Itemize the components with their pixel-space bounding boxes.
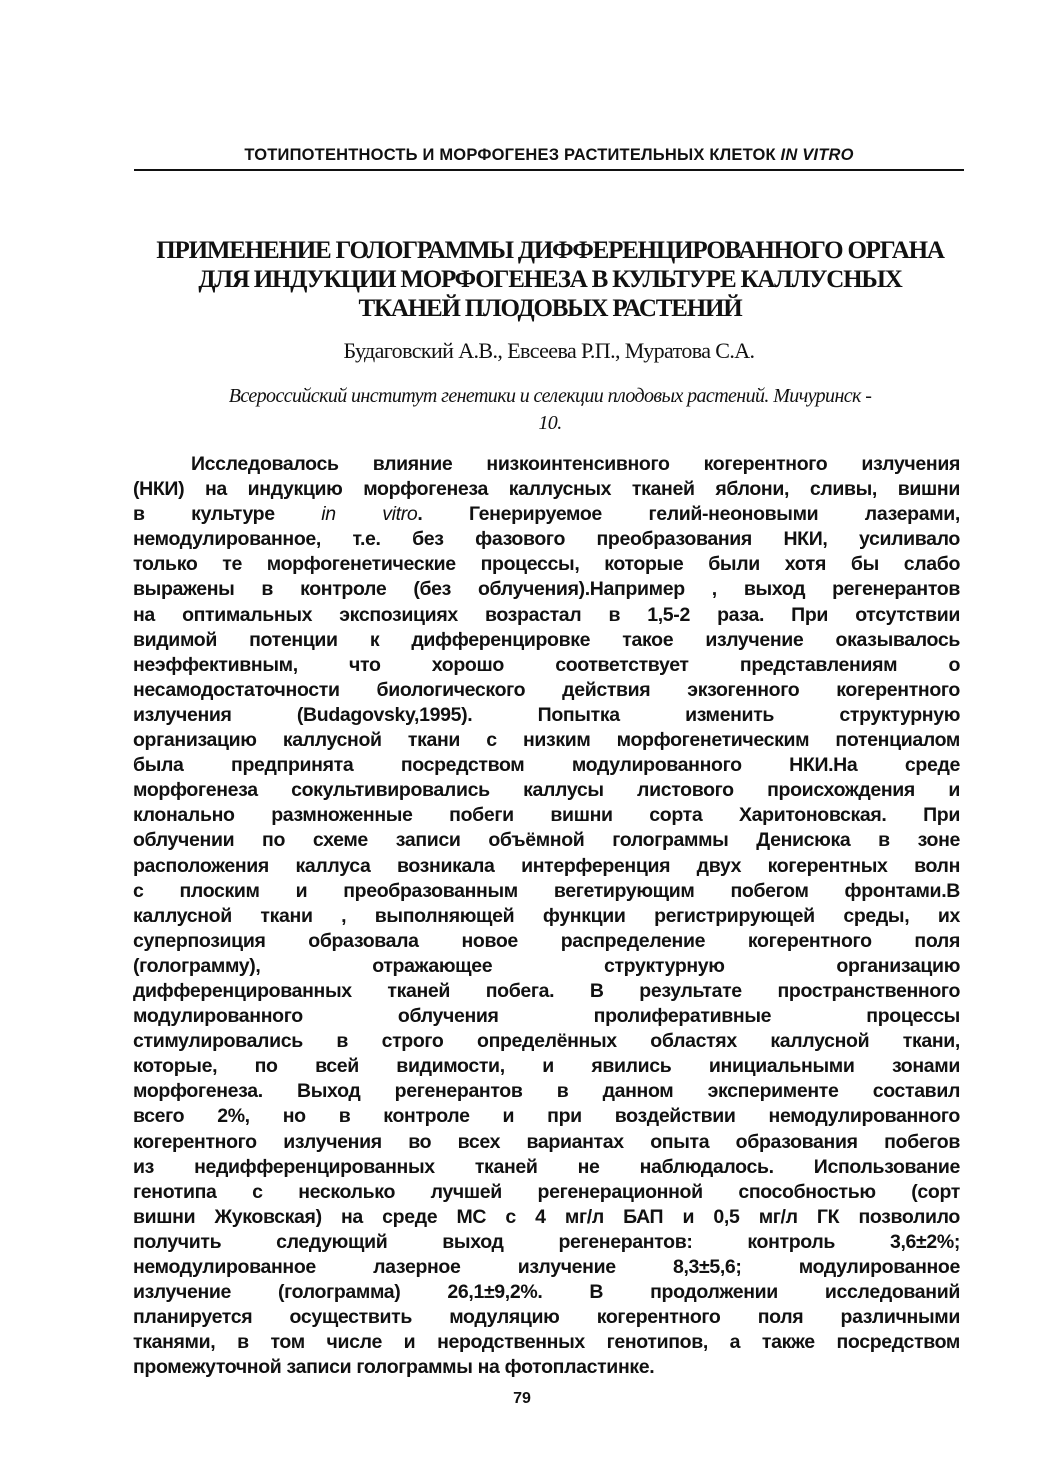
- affiliation: [140, 383, 960, 437]
- body-line: стимулировались в строго определённых областях каллусной ткани,: [133, 1030, 960, 1053]
- body-line: модулированного облучения пролиферативные процессы: [133, 1005, 960, 1028]
- running-head: [134, 146, 964, 165]
- affiliation-line: Всероссийский институт генетики и селекции плодовых растений. Мичуринск -: [228, 385, 872, 407]
- title-line: ДЛЯ ИНДУКЦИИ МОРФОГЕНЕЗА В КУЛЬТУРЕ КАЛЛУСНЫХ: [198, 266, 902, 293]
- running-head-text: ТОТИПОТЕНТНОСТЬ И МОРФОГЕНЕЗ РАСТИТЕЛЬНЫХ КЛЕТОК: [244, 146, 781, 164]
- body-line: вишни Жуковская) на среде МС с 4 мг/л БАП и 0,5 мг/л ГК позволило: [133, 1205, 960, 1228]
- body-line: расположения каллуса возникала интерференция двух когерентных волн: [133, 854, 960, 877]
- title-line: ТКАНЕЙ ПЛОДОВЫХ РАСТЕНИЙ: [358, 295, 742, 322]
- body-line: планируется осуществить модуляцию когерентного поля различными: [133, 1306, 960, 1329]
- body-line: получить следующий выход регенерантов: контроль 3,6±2%;: [133, 1230, 960, 1253]
- body-line: организацию каллусной ткани с низким морфогенетическим потенциалом: [133, 729, 960, 752]
- body-line: дифференцированных тканей побега. В результате пространственного: [133, 979, 960, 1002]
- affiliation-line: 10.: [538, 412, 562, 434]
- article-title: [130, 236, 970, 323]
- body-line: Исследовалось влияние низкоинтенсивного когерентного излучения: [191, 453, 960, 475]
- body-line: видимой потенции к дифференцировке такое излучение оказывалось: [133, 628, 960, 651]
- running-head-rule: [134, 169, 964, 171]
- running-head-italic: IN VITRO: [780, 146, 854, 164]
- authors: Будаговский А.В., Евсеева Р.П., Муратова С.А.: [343, 338, 755, 363]
- body-line: выражены в контроле (без облучения).Например , выход регенерантов: [133, 578, 960, 601]
- body-line: которые, по всей видимости, и явились инициальными зонами: [133, 1055, 960, 1078]
- body-line: излучения (Budagovsky,1995). Попытка изменить структурную: [133, 703, 960, 726]
- body-line: излучение (голограмма) 26,1±9,2%. В продолжении исследований: [133, 1281, 960, 1304]
- body-line: только те морфогенетические процессы, которые были хотя бы слабо: [133, 553, 960, 576]
- body-line: немодулированное лазерное излучение 8,3±5,6; модулированное: [133, 1256, 960, 1278]
- body-line: на оптимальных экспозициях возрастал в 1,5-2 раза. При отсутствии: [133, 603, 960, 626]
- body-line: клонально размноженные побеги вишни сорта Харитоновская. При: [133, 804, 960, 827]
- abstract-body: [133, 452, 960, 1380]
- body-line: несамодостаточности биологического действия экзогенного когерентного: [133, 678, 960, 701]
- body-line: морфогенеза. Выход регенерантов в данном эксперименте составил: [133, 1080, 960, 1103]
- body-line: неэффективным, что хорошо соответствует представлениям о: [133, 653, 960, 676]
- body-line: облучении по схеме записи объёмной голограммы Денисюка в зоне: [133, 829, 960, 852]
- body-line: была предпринята посредством модулированного НКИ.На среде: [133, 754, 960, 777]
- page-number: 79: [513, 1390, 531, 1407]
- body-line: с плоским и преобразованным вегетирующим побегом фронтами.В: [133, 879, 960, 902]
- body-line: из недифференцированных тканей не наблюдалось. Использование: [133, 1155, 960, 1178]
- body-line: тканями, в том числе и неродственных генотипов, а также посредством: [133, 1331, 960, 1354]
- body-line: суперпозиция образовала новое распределение когерентного поля: [133, 929, 960, 952]
- body-line: всего 2%, но в контроле и при воздействии немодулированного: [133, 1105, 960, 1128]
- body-line: генотипа с несколько лучшей регенерационной способностью (сорт: [133, 1180, 960, 1203]
- body-line: (голограмму), отражающее структурную организацию: [133, 954, 960, 977]
- body-line: морфогенеза сокультивировались каллусы листового происхождения и: [133, 779, 960, 802]
- body-line: (НКИ) на индукцию морфогенеза каллусных тканей яблони, сливы, вишни: [133, 478, 960, 501]
- body-line: в культуре in vitro. Генерируемое гелий-неоновыми лазерами,: [133, 503, 960, 526]
- title-line: ПРИМЕНЕНИЕ ГОЛОГРАММЫ ДИФФЕРЕНЦИРОВАННОГО ОРГАНА: [156, 237, 944, 264]
- body-line: немодулированное, т.е. без фазового преобразования НКИ, усиливало: [133, 528, 960, 551]
- body-line: промежуточной записи голограммы на фотопластинке.: [133, 1356, 655, 1379]
- body-line: каллусной ткани , выполняющей функции регистрирующей среды, их: [133, 904, 960, 927]
- body-line: когерентного излучения во всех вариантах опыта образования побегов: [133, 1130, 960, 1153]
